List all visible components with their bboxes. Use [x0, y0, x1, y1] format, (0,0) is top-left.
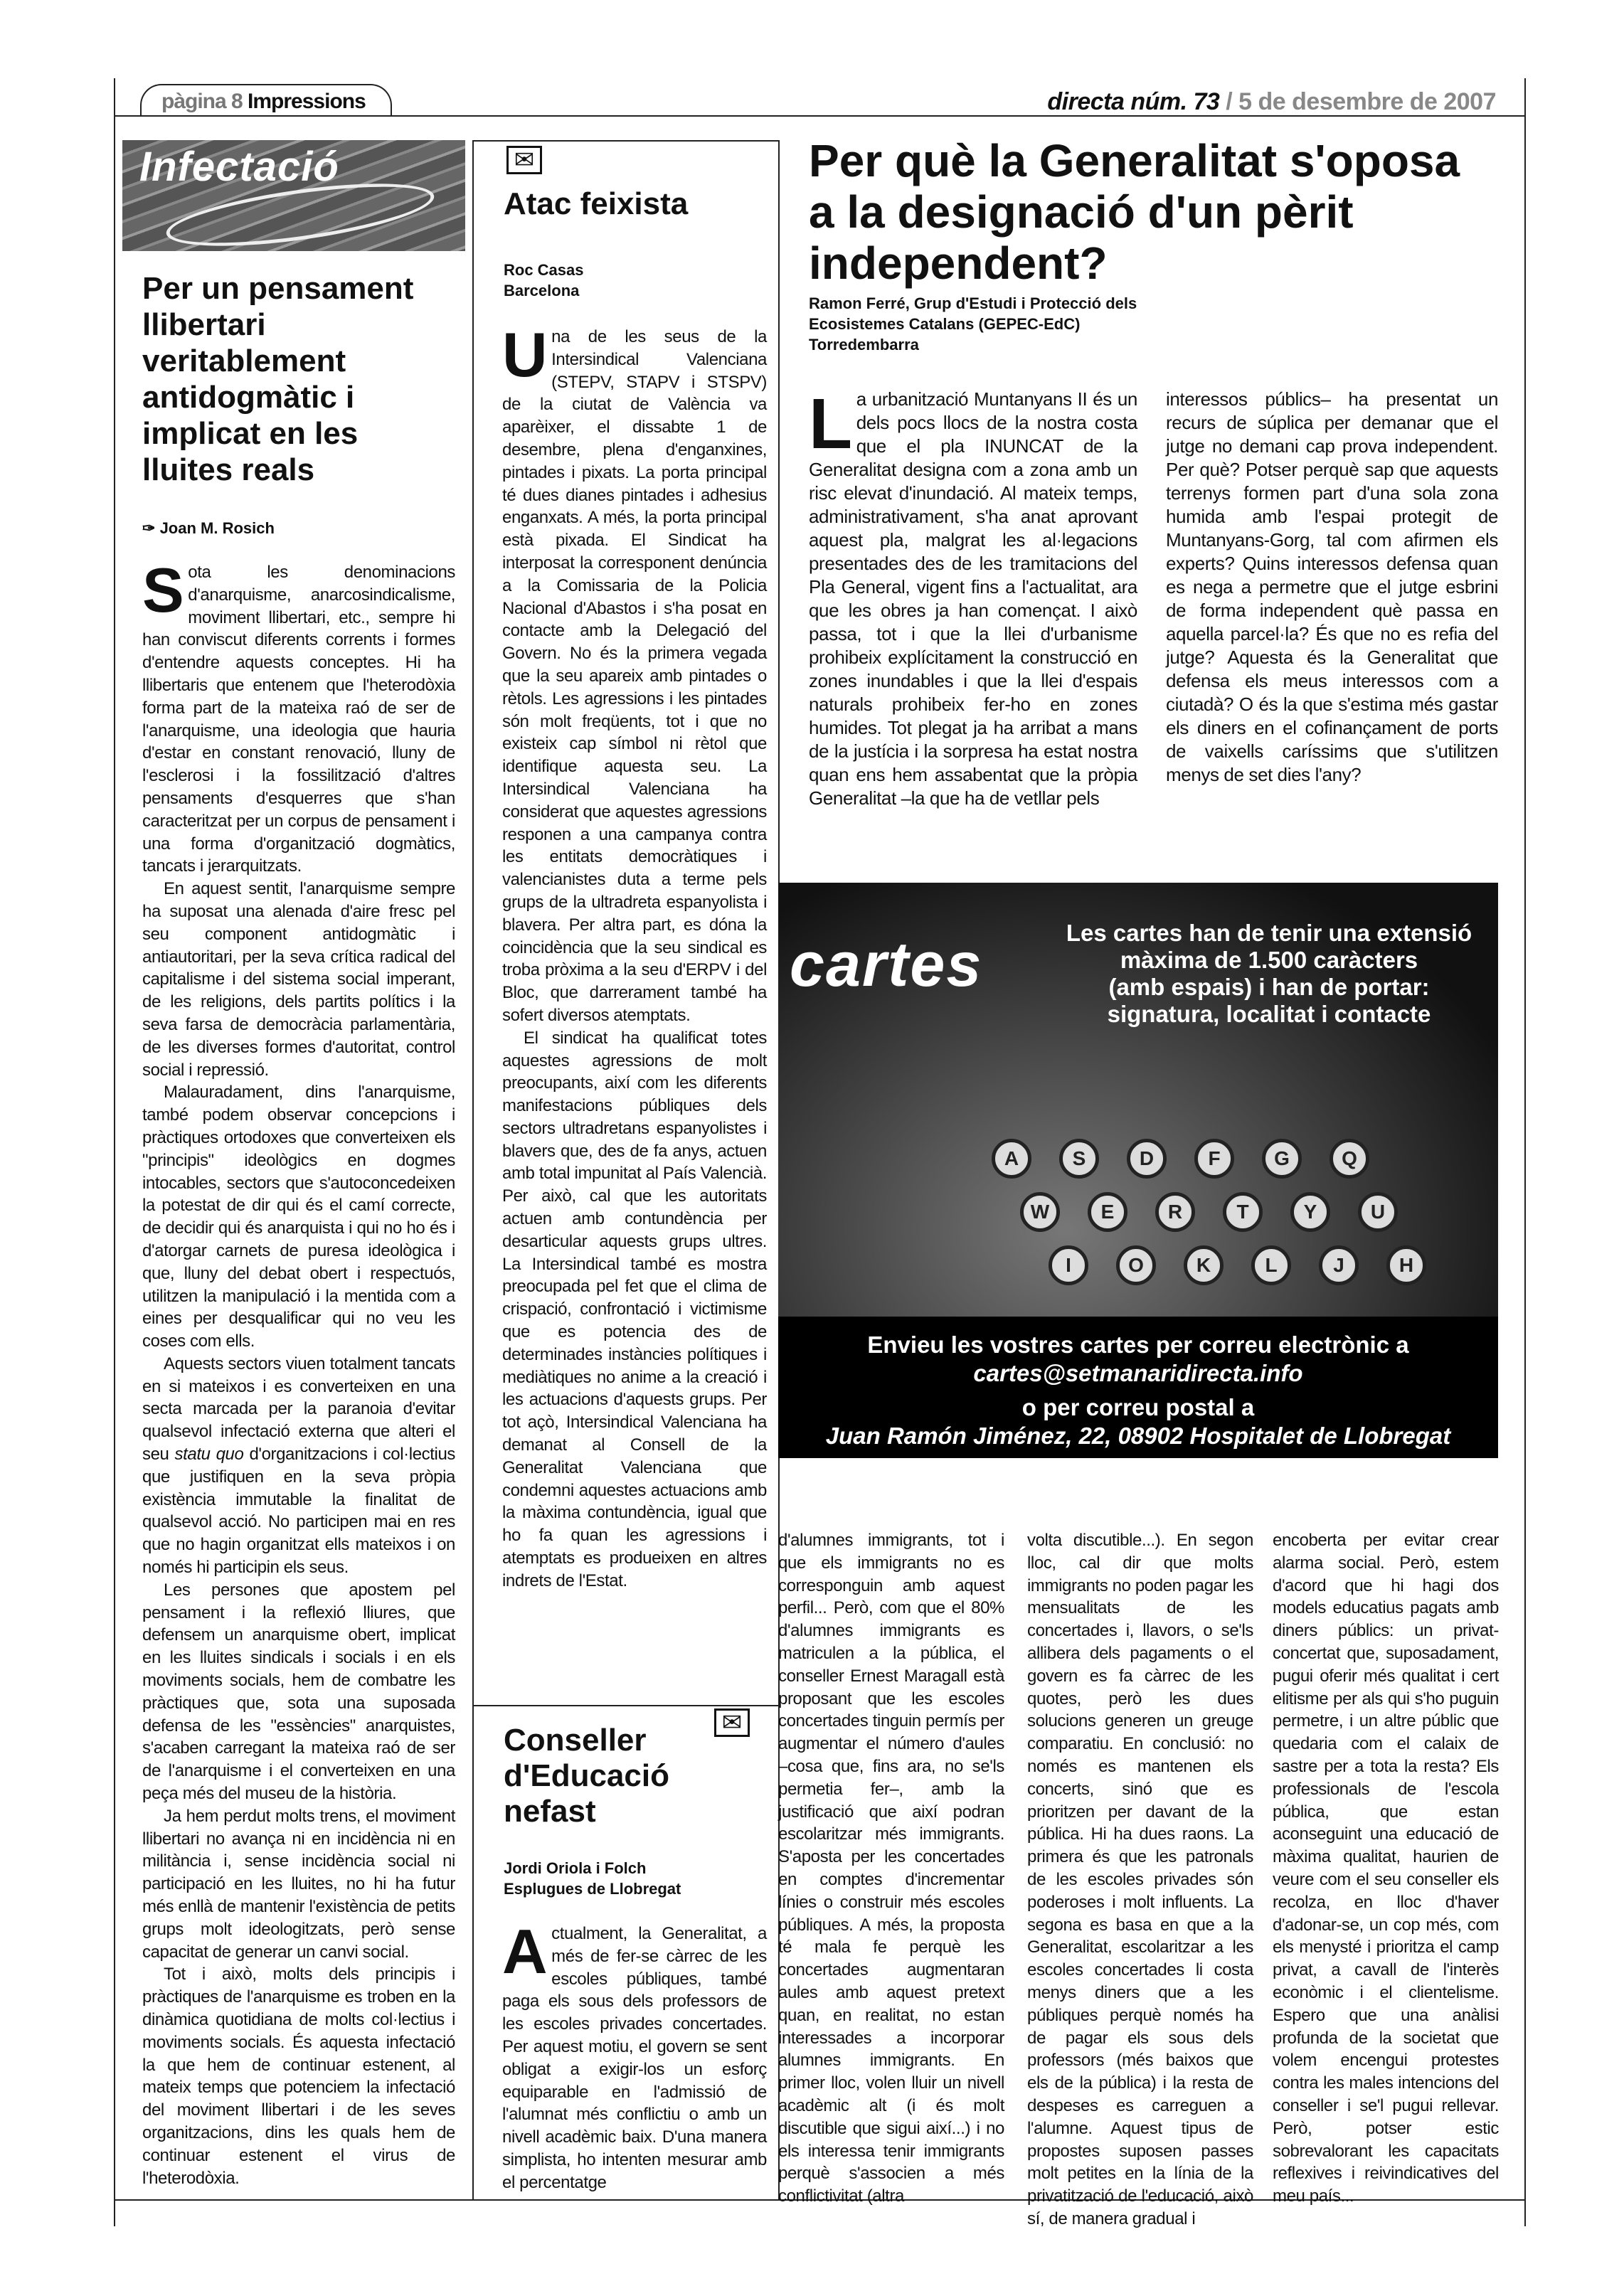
article-body — [142, 555, 455, 2188]
typewriter-key: S — [1059, 1139, 1099, 1179]
author: Roc Casas — [504, 261, 584, 279]
typewriter-key: J — [1319, 1245, 1359, 1285]
issue-date: / 5 de desembre de 2007 — [1226, 88, 1496, 115]
letter-body-col2: interessos públics– ha presentat un recurs de súplica per demanar que el jutge no demani cap prova independent. Per què? Potser perquè sap que aquests terrenys formen part d'una sola zona humida amb l'espai protegit de Muntanyans-Gorg, tal com afirmen els experts? Quins interessos defensa quan es nega a permetre que el jutge esbrini de forma independent què passa en aquella parcel·la? És que no es refia del jutge? Aquesta és la Generalitat que defensa els meus interessos com a ciutadà? O és la que s'estima més gastar els diners en el cofinançament de ports de vaixells caríssims que s'utilitzen menys de set dies l'any? — [1166, 388, 1498, 785]
box-rule — [472, 140, 780, 142]
letter-title: Atac feixista — [504, 186, 689, 221]
typewriter-key: D — [1127, 1139, 1167, 1179]
author: Joan M. Rosich — [159, 519, 275, 537]
paragraph: Sota les denominacions d'anarquisme, anarcosindicalisme, moviment llibertari, etc., sempre hi han conviscut diferents corrents i formes d'entendre aquests conceptes. Hi ha llibertaris que entenem que l'heterodòxia forma part de la mateixa raó de ser de l'anarquisme, una ideologia que hauria d'estar en constant renovació, lluny de l'esclerosi i la fossilització d'altres pensaments d'esquerres que s'han caracteritzat per un corpus de pensament i una forma d'organització dogmàtics, tancats i jerarquitzats. — [142, 555, 455, 876]
section-tab — [140, 84, 392, 117]
drop-cap: A — [502, 1916, 548, 1987]
typewriter-key: I — [1049, 1245, 1088, 1285]
paragraph: Malauradament, dins l'anarquisme, també podem observar concepcions i pràctiques ortodoxes que converteixen els "principis" ideològics en dogmes intocables, sectors que s'autoconcedeixen la potestat de dir qui és el camí correcte, de decidir qui és anarquista i qui no ho és i d'atorgar carnets de puresa ideològica i que, lluny del debat obert i respectuós, utilitzen la manipulació i la mentida com a eines per desqualificar qui no veu les coses com ells. — [142, 1083, 455, 1351]
paragraph: Tot i això, molts dels principis i pràctiques de l'anarquisme es troben en la dinàmica quotidiana de molts col·lectius i moviments socials. És aquesta infectació la que hem de continuar estenent, al mateix temps que potenciem la infectació del moviment llibertari i de les seves organitzacions, dins les quals hem de continuar estenent el virus de l'heterodòxia. — [142, 1965, 455, 2188]
paragraph: En aquest sentit, l'anarquisme sempre ha suposat una alenada d'aire fresc pel seu component antidogmàtic i antiautoritari, per la seva crítica radical del capitalisme i del sistema social imperant, de les religions, dels partits polítics i la seva farsa de democràcia parlamentària, de les diverses formes d'autoritat, control social i repressió. — [142, 879, 455, 1080]
letter-body: Actualment, la Generalitat, a més de fer-se càrrec de les escoles públiques, també paga els sous dels professors de les escoles privades concertades. Per aquest motiu, el govern se sent obligat a exigir-los un esforç equiparable en l'admissió de l'alumnat més conflictiu o amb un nivell acadèmic baix. D'una manera simplista, ho intenten mesurar amb el percentatge — [502, 1916, 767, 2192]
column-divider — [472, 140, 474, 2199]
letter-body-col2: volta discutible...). En segon lloc, cal dir que molts immigrants no poden pagar les mensualitats de les concertades i, llavors, o se'ls allibera dels pagaments o el govern es fa càrrec de les quotes, però les dues solucions generen un greuge comparatiu. En conclusió: no només es mantenen els concerts, sinó que es prioritzen per davant de la pública. Hi ha dues raons. La primera és que les patronals de les escoles privades són poderoses i molt influents. La segona es basa en que a la Generalitat, escolaritzar a les escoles concertades li costa menys diners que a les públiques perquè només ha de pagar els sous dels professors (més baixos que els de la pública) i la resta de despeses es carreguen a l'alumne. Aquest tipus de propostes suposen passes molt petites en la línia de la privatització de l'educació, això sí, de manera gradual i — [1027, 1531, 1253, 2228]
ad-contact — [778, 1331, 1498, 1450]
pen-nib-icon: ✑ — [142, 519, 156, 537]
typewriter-key: T — [1223, 1192, 1263, 1232]
typewriter-key: Q — [1330, 1139, 1369, 1179]
typewriter-key: L — [1251, 1245, 1291, 1285]
letter-body-col1: La urbanització Muntanyans II és un dels pocs llocs de la nostra costa que el pla INUNCAT de la Generalitat designa com a zona amb un risc elevat d'inundació. Al mateix temps, administrativament, s'ha anat aprovant aquest pla, malgrat les al·legacions presentades des de les tramitacions del Pla General, vigent fins a l'actualitat, ara que les obres ja han començat. I això passa, tot i que la llei d'urbanisme prohibeix explícitament la construcció en zones inundables i que la llei d'espais naturals prohibeix fer-ho en zones humides. Tot plegat ja ha arribat a mans de la justícia i la sorpresa ha estat nostra quan ens hem assabentat que la pròpia Generalitat –la que ha de vetllar pels — [809, 384, 1137, 809]
infectacio-banner — [122, 140, 465, 251]
envelope-icon: ✉ — [714, 1708, 750, 1737]
typewriter-key: R — [1155, 1192, 1195, 1232]
email-address[interactable]: cartes@setmanaridirecta.info — [973, 1360, 1303, 1386]
author: Jordi Oriola i Folch — [504, 1859, 647, 1877]
place: Torredembarra — [809, 336, 919, 354]
page-number: pàgina 8 — [161, 90, 243, 113]
typewriter-key: H — [1386, 1245, 1426, 1285]
banner-title: Infectació — [139, 144, 339, 190]
email-instruction: Envieu les vostres cartes per correu electrònic a — [867, 1332, 1409, 1358]
typewriter-key: G — [1262, 1139, 1302, 1179]
letter-byline — [504, 260, 584, 301]
envelope-icon: ✉ — [506, 146, 542, 174]
paragraph: El sindicat ha qualificat totes aquestes agressions de molt preocupants, així com les diferents manifestacions públiques dels sectors ultradretans espanyolistes i blavers que, des de fa anys, actuen amb total impunitat al País Valencià. Per això, cal que les autoritats actuen amb contundència per desarticular aquests grups ultres. La Intersindical també es mostra preocupada pel fet que el clima de crispació, confrontació i victimisme que es potencia des de determinades instàncies polítiques i mediàtiques no anime a la creació i les actuacions d'aquests grups. Per tot açò, Intersindical Valenciana ha demanat al Consell de la Generalitat Valenciana que condemni aquestes actuacions amb la màxima contundència, igual que ho fa quan les agressions i atemptats es produeixen en altres indrets de l'Estat. — [502, 1028, 767, 1590]
issue-info — [1047, 88, 1496, 116]
postal-address: Juan Ramón Jiménez, 22, 08902 Hospitalet de Llobregat — [825, 1423, 1451, 1449]
typewriter-key: E — [1088, 1192, 1127, 1232]
byline — [142, 518, 275, 538]
paragraph: Ja hem perdut molts trens, el moviment llibertari no avança ni en incidència ni en militància i, sense incidència social ni participació en les lluites, no hi ha futur més enllà de mantenir l'existència de petits grups molt ideologitzats, però sense capacitat de generar un canvi social. — [142, 1806, 455, 1962]
typewriter-key: Y — [1290, 1192, 1330, 1232]
section-name: Impressions — [248, 90, 366, 113]
drop-cap: L — [809, 384, 852, 464]
post-instruction: o per correu postal a — [1021, 1394, 1255, 1420]
letter-body-col3: encoberta per evitar crear alarma social. Però, estem d'acord que hi hagi dos models educatius pagats amb diners públics: un privat-concertat que, suposadament, pugui oferir més qualitat i cert elitisme per als qui s'ho puguin permetre, i un altre públic que quedaria com el calaix de sastre per a tota la resta? Els professionals de l'escola pública, que estan aconseguint una educació de màxima qualitat, haurien de veure com el seu conseller els recolza, en lloc d'haver d'adonar-se, un cop més, com els menysté i prioritza el camp privat, a cavall de l'interès econòmic i el clientelisme. Espero que una anàlisi profunda de la societat que volem encengui protestes contra les males intencions del conseller i se'l pugui rellevar. Però, potser estic sobrevalorant les capacitats reflexives i reivindicatives del meu país... — [1273, 1531, 1499, 2206]
drop-cap: S — [142, 555, 184, 625]
publication-issue: directa núm. 73 — [1047, 88, 1220, 115]
typewriter-key: K — [1184, 1245, 1224, 1285]
typewriter-key: F — [1194, 1139, 1234, 1179]
ad-heading: cartes — [790, 929, 983, 999]
letter-title: Per què la Generalitat s'oposa a la designació d'un pèrit independent? — [809, 135, 1460, 289]
place: Barcelona — [504, 282, 580, 299]
page-border-left — [114, 78, 115, 2226]
article-title: Per un pensament llibertari veritablement antidogmàtic i implicat en les lluites reals — [142, 271, 414, 487]
typewriter-key: U — [1358, 1192, 1398, 1232]
place: Esplugues de Llobregat — [504, 1880, 681, 1898]
typewriter-key: A — [992, 1139, 1031, 1179]
paragraph: Una de les seus de la Intersindical Valenciana (STEPV, STAPV i STSPV) de la ciutat de València va aparèixer, el dissabte 1 de desembre, plena d'enganxines, pintades i pixats. La porta principal té dues dianes pintades i adhesius enganxats. A més, la porta principal està pixada. El Sindicat ha interposat la corresponent denúncia a la Comissaria de la Policia Nacional d'Abastos i s'ha posat en contacte amb la Delegació del Govern. No és la primera vegada que la seu apareix amb pintades o rètols. Les agressions i les pintades són molt freqüents, tot i que no existeix cap símbol ni rètol que identifique aquesta seu. La Intersindical Valenciana ha considerat que aquestes agressions responen a una campanya contra les entitats democràtiques i valencianistes duta a terme pels grups de la ultradreta espanyolista i blavera. Per altra part, es dóna la coincidència que la seu sindical es troba pròxima a la seu d'ERPV i del Bloc, que darrerament també ha sofert diversos atemptats. — [502, 319, 767, 1025]
box-rule — [472, 1705, 780, 1706]
paragraph: Aquests sectors viuen totalment tancats en si mateixos i es converteixen en una secta marcada per la paranoia d'evitar qualsevol infectació externa que alteri el seu statu quo d'organitzacions i col·lectius que justifiquen en la seva pròpia existència immutable la finalitat de qualsevol acció. No participen mai en res que no hagin organitzat ells mateixos i on només hi participin els seus. — [142, 1354, 455, 1578]
page-border-right — [1524, 78, 1526, 2226]
letter-body-col1: d'alumnes immigrants, tot i que els immigrants no es corresponguin amb aquest perfil... Però, com que el 80% d'alumnes immigrants es matriculen a la pública, el conseller Ernest Maragall està proposant que les escoles concertades tinguin permís per augmentar el número d'aules –cosa que, fins ara, no se'ls permetia fer–, amb la justificació que així podran escolaritzar més immigrants. S'aposta per les concertades en comptes d'incrementar línies o construir més escoles públiques. A més, la proposta té mala fe perquè les concertades augmentaran aules amb aquest pretext quan, en realitat, no estan interessades a incorporar alumnes immigrants. En primer lloc, volen lluir un nivell acadèmic alt (i és molt discutible que sigui així...) i no els interessa tenir immigrants perquè s'associen a més conflictivitat (altra — [778, 1531, 1004, 2206]
letter-byline — [809, 293, 1179, 355]
author: Ramon Ferré, Grup d'Estudi i Protecció dels Ecosistemes Catalans (GEPEC-EdC) — [809, 294, 1137, 333]
letter-byline — [504, 1858, 681, 1899]
ad-rules: Les cartes han de tenir una extensió màxima de 1.500 caràcters (amb espais) i han de portar: signatura, localitat i contacte — [1066, 920, 1472, 1027]
drop-cap: U — [502, 319, 548, 390]
typewriter-key: W — [1020, 1192, 1060, 1232]
letter-title: Conseller d'Educació nefast — [504, 1723, 669, 1829]
cartes-ad — [778, 883, 1498, 1458]
letter-body — [502, 319, 767, 1642]
paragraph: Les persones que apostem pel pensament i la reflexió lliures, que defensem un anarquisme obert, implicat en les lluites sindicals i socials i en els moviments socials, hem de combatre les pràctiques que, sota una suposada defensa de les "essències" anarquistes, s'acaben carregant la mateixa raó de ser de l'anarquisme i el converteixen en una peça més del museu de la història. — [142, 1580, 455, 1804]
typewriter-key: O — [1116, 1245, 1156, 1285]
